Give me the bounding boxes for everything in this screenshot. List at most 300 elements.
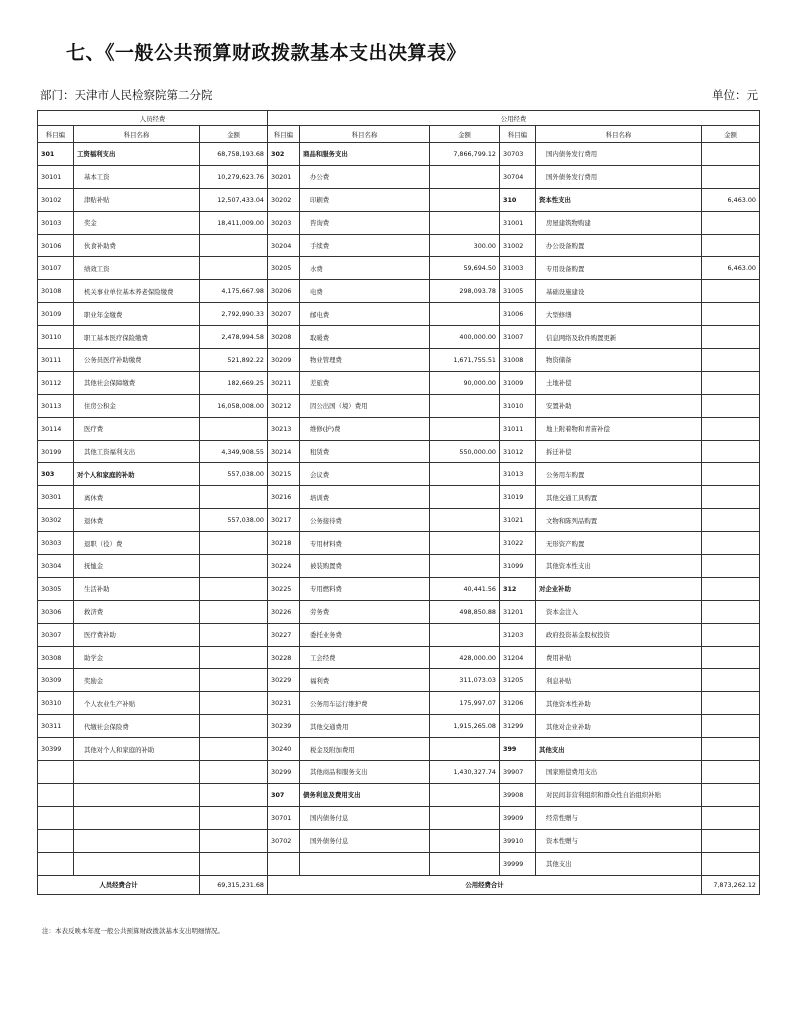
col-amount-header: 金额: [702, 126, 760, 143]
table-row: [38, 211, 760, 234]
public-code-cell: 30204: [268, 234, 300, 257]
personnel-name-cell: 退职（役）费: [74, 532, 200, 555]
personnel-code-cell: 30111: [38, 349, 74, 372]
table-row: [38, 783, 760, 806]
public2-name-cell: 信息网络及软件购置更新: [536, 326, 702, 349]
public-amount-cell: [430, 509, 500, 532]
table-row: [38, 234, 760, 257]
public-amount-cell: [430, 806, 500, 829]
public-amount-cell: [430, 417, 500, 440]
public2-code-cell: 31005: [500, 280, 536, 303]
table-row: [38, 326, 760, 349]
public2-code-cell: 31012: [500, 440, 536, 463]
public-amount-cell: 1,430,327.74: [430, 761, 500, 784]
public-amount-cell: 1,915,265.08: [430, 715, 500, 738]
public2-amount-cell: [702, 577, 760, 600]
public2-name-cell: 对企业补助: [536, 577, 702, 600]
public2-amount-cell: [702, 463, 760, 486]
public-code-cell: 302: [268, 143, 300, 166]
public-name-cell: 商品和服务支出: [300, 143, 430, 166]
public2-name-cell: 土地补偿: [536, 371, 702, 394]
personnel-code-cell: 30114: [38, 417, 74, 440]
public2-code-cell: 31019: [500, 486, 536, 509]
personnel-name-cell: 对个人和家庭的补助: [74, 463, 200, 486]
personnel-name-cell: 职业年金缴费: [74, 303, 200, 326]
public-name-cell: 维修(护)费: [300, 417, 430, 440]
personnel-amount-cell: 10,279,623.76: [200, 165, 268, 188]
personnel-amount-cell: 4,349,908.55: [200, 440, 268, 463]
personnel-name-cell: 其他对个人和家庭的补助: [74, 738, 200, 761]
col-code-header: 科目编: [268, 126, 300, 143]
personnel-code-cell: [38, 806, 74, 829]
table-row: [38, 806, 760, 829]
personnel-name-cell: 离休费: [74, 486, 200, 509]
personnel-header: 人员经费: [38, 111, 268, 126]
table-row: [38, 371, 760, 394]
personnel-name-cell: 奖金: [74, 211, 200, 234]
public-code-cell: 30228: [268, 646, 300, 669]
public-code-cell: 30702: [268, 829, 300, 852]
personnel-name-cell: 退休费: [74, 509, 200, 532]
public2-amount-cell: [702, 486, 760, 509]
personnel-amount-cell: [200, 577, 268, 600]
public-amount-cell: [430, 555, 500, 578]
public2-code-cell: 31099: [500, 555, 536, 578]
public-code-cell: 30205: [268, 257, 300, 280]
public-name-cell: 国外债务付息: [300, 829, 430, 852]
col-name-header: 科目名称: [300, 126, 430, 143]
public2-amount-cell: 6,463.00: [702, 257, 760, 280]
personnel-amount-cell: [200, 783, 268, 806]
personnel-amount-cell: [200, 852, 268, 875]
public2-amount-cell: [702, 280, 760, 303]
public2-name-cell: 资本性赠与: [536, 829, 702, 852]
public2-code-cell: 310: [500, 188, 536, 211]
personnel-code-cell: 30112: [38, 371, 74, 394]
public-code-cell: 30225: [268, 577, 300, 600]
public-name-cell: 因公出国（境）费用: [300, 394, 430, 417]
public2-amount-cell: [702, 623, 760, 646]
personnel-name-cell: 住房公积金: [74, 394, 200, 417]
public-code-cell: 30215: [268, 463, 300, 486]
personnel-amount-cell: [200, 715, 268, 738]
public-amount-cell: [430, 783, 500, 806]
table-row: [38, 555, 760, 578]
personnel-name-cell: 医疗费补助: [74, 623, 200, 646]
public-name-cell: 邮电费: [300, 303, 430, 326]
public2-code-cell: 31201: [500, 600, 536, 623]
public2-amount-cell: [702, 509, 760, 532]
public-code-cell: 30226: [268, 600, 300, 623]
personnel-amount-cell: 521,892.22: [200, 349, 268, 372]
public-code-cell: 30216: [268, 486, 300, 509]
personnel-amount-cell: [200, 417, 268, 440]
public-code-cell: 30202: [268, 188, 300, 211]
public2-code-cell: 31203: [500, 623, 536, 646]
table-row: [38, 669, 760, 692]
personnel-name-cell: 机关事业单位基本养老保险缴费: [74, 280, 200, 303]
public-name-cell: 电费: [300, 280, 430, 303]
public-amount-cell: [430, 623, 500, 646]
public-total-label: 公用经费合计: [268, 875, 702, 894]
table-row: [38, 692, 760, 715]
table-row: [38, 532, 760, 555]
public2-code-cell: 31011: [500, 417, 536, 440]
public-name-cell: 福利费: [300, 669, 430, 692]
col-code-header: 科目编: [38, 126, 74, 143]
public-name-cell: 委托业务费: [300, 623, 430, 646]
public2-amount-cell: [702, 326, 760, 349]
public2-code-cell: 312: [500, 577, 536, 600]
personnel-amount-cell: [200, 234, 268, 257]
public2-name-cell: 资本性支出: [536, 188, 702, 211]
public2-name-cell: 其他支出: [536, 852, 702, 875]
public-code-cell: 30207: [268, 303, 300, 326]
personnel-code-cell: 301: [38, 143, 74, 166]
public-name-cell: 手续费: [300, 234, 430, 257]
public-amount-cell: 59,694.50: [430, 257, 500, 280]
public-code-cell: 30224: [268, 555, 300, 578]
public2-amount-cell: 6,463.00: [702, 188, 760, 211]
personnel-amount-cell: 12,507,433.04: [200, 188, 268, 211]
table-row: [38, 852, 760, 875]
public2-amount-cell: [702, 394, 760, 417]
public-name-cell: 租赁费: [300, 440, 430, 463]
table-row: [38, 394, 760, 417]
public-amount-cell: 40,441.56: [430, 577, 500, 600]
table-row: [38, 440, 760, 463]
public-name-cell: 税金及附加费用: [300, 738, 430, 761]
personnel-name-cell: [74, 829, 200, 852]
public2-code-cell: 31009: [500, 371, 536, 394]
public2-code-cell: 31022: [500, 532, 536, 555]
public-amount-cell: [430, 852, 500, 875]
personnel-amount-cell: [200, 829, 268, 852]
personnel-total-label: 人员经费合计: [38, 875, 200, 894]
public2-amount-cell: [702, 829, 760, 852]
public2-name-cell: 其他交通工具购置: [536, 486, 702, 509]
public2-name-cell: 其他资本性支出: [536, 555, 702, 578]
public-code-cell: 30231: [268, 692, 300, 715]
public2-code-cell: 31021: [500, 509, 536, 532]
personnel-name-cell: 代缴社会保险费: [74, 715, 200, 738]
public-amount-cell: [430, 486, 500, 509]
public-code-cell: 30211: [268, 371, 300, 394]
personnel-name-cell: 基本工资: [74, 165, 200, 188]
public-amount-cell: 298,093.78: [430, 280, 500, 303]
personnel-name-cell: 生活补助: [74, 577, 200, 600]
col-name-header: 科目名称: [536, 126, 702, 143]
public2-code-cell: 39907: [500, 761, 536, 784]
personnel-amount-cell: 2,792,990.33: [200, 303, 268, 326]
public2-amount-cell: [702, 738, 760, 761]
personnel-amount-cell: 557,038.00: [200, 509, 268, 532]
public2-amount-cell: [702, 211, 760, 234]
public-code-cell: 30201: [268, 165, 300, 188]
public2-code-cell: 31204: [500, 646, 536, 669]
public-code-cell: 30209: [268, 349, 300, 372]
personnel-amount-cell: [200, 600, 268, 623]
public-header: 公用经费: [268, 111, 760, 126]
public-name-cell: 印刷费: [300, 188, 430, 211]
table-row: [38, 349, 760, 372]
public2-name-cell: 其他对企业补助: [536, 715, 702, 738]
public2-name-cell: 资本金注入: [536, 600, 702, 623]
personnel-code-cell: 30311: [38, 715, 74, 738]
public-amount-cell: [430, 532, 500, 555]
public-amount-cell: [430, 303, 500, 326]
personnel-amount-cell: 16,058,008.00: [200, 394, 268, 417]
public2-code-cell: 31002: [500, 234, 536, 257]
table-row: [38, 761, 760, 784]
personnel-code-cell: 30399: [38, 738, 74, 761]
public-code-cell: 30214: [268, 440, 300, 463]
personnel-code-cell: [38, 761, 74, 784]
public2-code-cell: 31006: [500, 303, 536, 326]
public2-code-cell: 31205: [500, 669, 536, 692]
public-amount-cell: [430, 394, 500, 417]
personnel-code-cell: 30102: [38, 188, 74, 211]
public-amount-cell: [430, 738, 500, 761]
table-row: [38, 280, 760, 303]
personnel-code-cell: 30103: [38, 211, 74, 234]
public-code-cell: 30240: [268, 738, 300, 761]
public-amount-cell: [430, 463, 500, 486]
personnel-amount-cell: [200, 486, 268, 509]
public2-amount-cell: [702, 349, 760, 372]
public2-code-cell: 31003: [500, 257, 536, 280]
public-name-cell: 物业管理费: [300, 349, 430, 372]
table-row: [38, 829, 760, 852]
public2-name-cell: 物资储备: [536, 349, 702, 372]
personnel-name-cell: 工资福利支出: [74, 143, 200, 166]
table-row: [38, 188, 760, 211]
personnel-name-cell: 津贴补贴: [74, 188, 200, 211]
personnel-code-cell: 30309: [38, 669, 74, 692]
public2-name-cell: 文物和陈列品购置: [536, 509, 702, 532]
public-code-cell: 30229: [268, 669, 300, 692]
personnel-code-cell: 30301: [38, 486, 74, 509]
public2-name-cell: 其他资本性补助: [536, 692, 702, 715]
public2-code-cell: 31010: [500, 394, 536, 417]
personnel-code-cell: 30308: [38, 646, 74, 669]
personnel-name-cell: 其他社会保障缴费: [74, 371, 200, 394]
personnel-code-cell: 30106: [38, 234, 74, 257]
public-name-cell: 被装购置费: [300, 555, 430, 578]
public-name-cell: 差旅费: [300, 371, 430, 394]
public-amount-cell: 300.00: [430, 234, 500, 257]
public2-name-cell: 公务用车购置: [536, 463, 702, 486]
personnel-code-cell: 30101: [38, 165, 74, 188]
public-amount-cell: 400,000.00: [430, 326, 500, 349]
personnel-name-cell: 绩效工资: [74, 257, 200, 280]
public2-name-cell: 专用设备购置: [536, 257, 702, 280]
table-row: [38, 165, 760, 188]
public-code-cell: [268, 852, 300, 875]
public2-code-cell: 39999: [500, 852, 536, 875]
personnel-name-cell: 抚恤金: [74, 555, 200, 578]
public2-code-cell: 39909: [500, 806, 536, 829]
public-code-cell: 30299: [268, 761, 300, 784]
public-name-cell: 工会经费: [300, 646, 430, 669]
public-name-cell: 咨询费: [300, 211, 430, 234]
personnel-code-cell: 30306: [38, 600, 74, 623]
unit-label: 单位：元: [712, 88, 758, 102]
personnel-amount-cell: [200, 806, 268, 829]
public-name-cell: 办公费: [300, 165, 430, 188]
table-row: [38, 303, 760, 326]
public2-name-cell: 安置补助: [536, 394, 702, 417]
public2-code-cell: 31206: [500, 692, 536, 715]
public2-code-cell: 399: [500, 738, 536, 761]
col-code-header: 科目编: [500, 126, 536, 143]
table-row: [38, 143, 760, 166]
public2-amount-cell: [702, 417, 760, 440]
personnel-amount-cell: [200, 532, 268, 555]
public2-name-cell: 地上附着物和青苗补偿: [536, 417, 702, 440]
public-name-cell: 劳务费: [300, 600, 430, 623]
personnel-code-cell: 30304: [38, 555, 74, 578]
public2-amount-cell: [702, 234, 760, 257]
personnel-code-cell: 303: [38, 463, 74, 486]
table-row: [38, 577, 760, 600]
public-name-cell: 国内债务付息: [300, 806, 430, 829]
personnel-amount-cell: [200, 555, 268, 578]
public-name-cell: 培训费: [300, 486, 430, 509]
public2-name-cell: 费用补贴: [536, 646, 702, 669]
public2-name-cell: 利息补贴: [536, 669, 702, 692]
public-name-cell: 债务利息及费用支出: [300, 783, 430, 806]
public-amount-cell: 175,997.07: [430, 692, 500, 715]
personnel-amount-cell: 2,478,994.58: [200, 326, 268, 349]
table-row: [38, 738, 760, 761]
public-code-cell: 30239: [268, 715, 300, 738]
public2-code-cell: 30703: [500, 143, 536, 166]
public2-name-cell: 政府投资基金股权投资: [536, 623, 702, 646]
public2-name-cell: 国家赔偿费用支出: [536, 761, 702, 784]
public-name-cell: 其他商品和服务支出: [300, 761, 430, 784]
public-code-cell: 30203: [268, 211, 300, 234]
page-title: 七、《一般公共预算财政拨款基本支出决算表》: [66, 42, 467, 64]
public2-code-cell: 31008: [500, 349, 536, 372]
personnel-name-cell: 伙食补助费: [74, 234, 200, 257]
public2-amount-cell: [702, 806, 760, 829]
public-code-cell: 30701: [268, 806, 300, 829]
personnel-code-cell: 30302: [38, 509, 74, 532]
expenditure-table-wrapper: [37, 110, 760, 895]
public2-name-cell: 房屋建筑物购建: [536, 211, 702, 234]
public2-name-cell: 国内债务发行费用: [536, 143, 702, 166]
public2-amount-cell: [702, 532, 760, 555]
public2-code-cell: 39908: [500, 783, 536, 806]
personnel-name-cell: 其他工资福利支出: [74, 440, 200, 463]
public2-code-cell: 31007: [500, 326, 536, 349]
col-amount-header: 金额: [200, 126, 268, 143]
personnel-name-cell: 职工基本医疗保险缴费: [74, 326, 200, 349]
personnel-code-cell: 30305: [38, 577, 74, 600]
table-row: [38, 623, 760, 646]
public-code-cell: 30206: [268, 280, 300, 303]
public-name-cell: 水费: [300, 257, 430, 280]
personnel-code-cell: 30307: [38, 623, 74, 646]
public2-name-cell: 拆迁补偿: [536, 440, 702, 463]
personnel-amount-cell: 18,411,009.00: [200, 211, 268, 234]
personnel-code-cell: 30113: [38, 394, 74, 417]
public2-code-cell: 31299: [500, 715, 536, 738]
public-code-cell: 30208: [268, 326, 300, 349]
personnel-name-cell: [74, 852, 200, 875]
personnel-code-cell: 30109: [38, 303, 74, 326]
footnote: 注：本表反映本年度一般公共预算财政拨款基本支出明细情况。: [42, 927, 224, 935]
public-amount-cell: [430, 188, 500, 211]
table-row: [38, 600, 760, 623]
public2-amount-cell: [702, 143, 760, 166]
public2-amount-cell: [702, 646, 760, 669]
personnel-code-cell: 30303: [38, 532, 74, 555]
personnel-code-cell: [38, 852, 74, 875]
public2-amount-cell: [702, 600, 760, 623]
public2-name-cell: 其他支出: [536, 738, 702, 761]
personnel-amount-cell: 4,175,667.98: [200, 280, 268, 303]
public-amount-cell: 550,000.00: [430, 440, 500, 463]
public2-name-cell: 办公设备购置: [536, 234, 702, 257]
personnel-code-cell: [38, 783, 74, 806]
personnel-code-cell: 30108: [38, 280, 74, 303]
public-name-cell: 公务接待费: [300, 509, 430, 532]
public2-amount-cell: [702, 692, 760, 715]
expenditure-table: [37, 110, 760, 895]
public-name-cell: 专用燃料费: [300, 577, 430, 600]
personnel-code-cell: [38, 829, 74, 852]
personnel-amount-cell: 182,669.25: [200, 371, 268, 394]
public-amount-cell: [430, 165, 500, 188]
public-amount-cell: 1,671,755.51: [430, 349, 500, 372]
personnel-amount-cell: 557,038.00: [200, 463, 268, 486]
personnel-name-cell: 公务员医疗补助缴费: [74, 349, 200, 372]
personnel-code-cell: 30110: [38, 326, 74, 349]
personnel-amount-cell: [200, 257, 268, 280]
public2-name-cell: 大型修缮: [536, 303, 702, 326]
public-name-cell: 其他交通费用: [300, 715, 430, 738]
public-amount-cell: 498,850.88: [430, 600, 500, 623]
personnel-name-cell: 助学金: [74, 646, 200, 669]
personnel-code-cell: 30107: [38, 257, 74, 280]
public-name-cell: 专用材料费: [300, 532, 430, 555]
personnel-amount-cell: [200, 646, 268, 669]
public2-name-cell: 国外债务发行费用: [536, 165, 702, 188]
col-name-header: 科目名称: [74, 126, 200, 143]
personnel-amount-cell: [200, 761, 268, 784]
public2-code-cell: 30704: [500, 165, 536, 188]
public2-code-cell: 39910: [500, 829, 536, 852]
public2-code-cell: 31001: [500, 211, 536, 234]
public-amount-cell: 90,000.00: [430, 371, 500, 394]
table-row: [38, 646, 760, 669]
public2-amount-cell: [702, 371, 760, 394]
public-amount-cell: 311,073.03: [430, 669, 500, 692]
personnel-amount-cell: [200, 692, 268, 715]
table-row: [38, 417, 760, 440]
public-name-cell: 取暖费: [300, 326, 430, 349]
personnel-name-cell: 个人农业生产补贴: [74, 692, 200, 715]
public2-amount-cell: [702, 715, 760, 738]
table-row: [38, 486, 760, 509]
table-row: [38, 463, 760, 486]
public-name-cell: [300, 852, 430, 875]
public2-name-cell: 经常性赠与: [536, 806, 702, 829]
public2-amount-cell: [702, 303, 760, 326]
public-amount-cell: [430, 829, 500, 852]
